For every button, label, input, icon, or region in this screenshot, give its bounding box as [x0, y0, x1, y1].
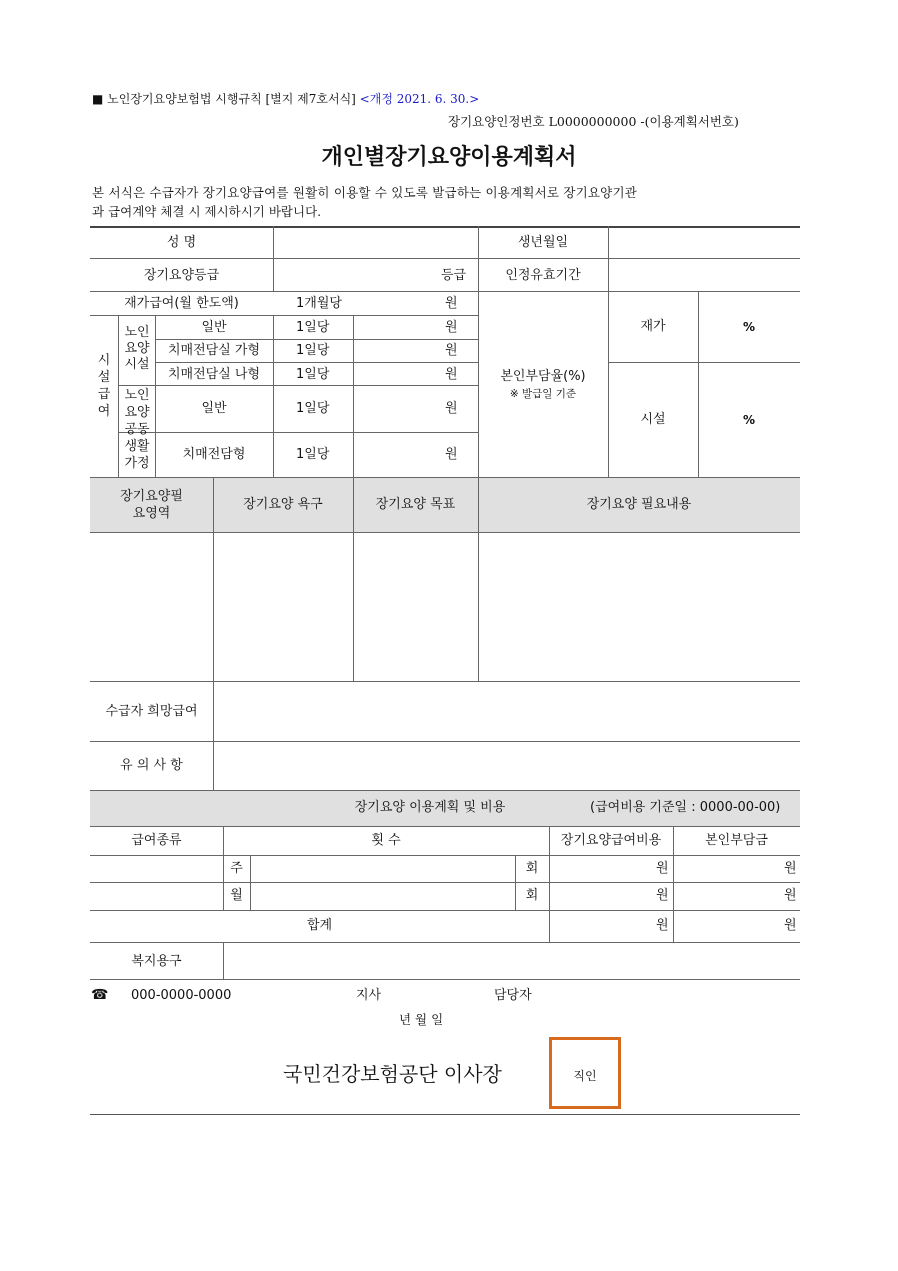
care-area-field[interactable]: [214, 533, 353, 681]
hope-benefit-label: 수급자 희망급여: [105, 704, 198, 719]
week-label: 주: [230, 861, 243, 876]
care-area-label: 장기요양필요영역: [120, 489, 183, 521]
grade-unit: 등급: [441, 268, 467, 283]
won-unit: 원: [445, 401, 458, 416]
won-unit: 원: [445, 343, 458, 358]
birth-label: 생년월일: [517, 235, 569, 250]
grade-field[interactable]: [274, 259, 444, 291]
notes-field[interactable]: [214, 742, 800, 790]
won-unit: 원: [784, 888, 797, 903]
won-unit: 원: [656, 888, 669, 903]
general-label: 일반: [201, 401, 227, 416]
facility-percent: %: [742, 413, 756, 427]
count-label: 횟 수: [371, 833, 401, 848]
official-seal-box: [549, 1037, 621, 1109]
birth-field[interactable]: [609, 227, 800, 258]
phone-icon: ☎: [91, 987, 109, 1003]
per-day-label: 1일당: [296, 320, 330, 335]
issuer-name: 국민건강보험공단 이사장: [283, 1062, 502, 1086]
care-content-field[interactable]: [479, 533, 800, 681]
revision-note: <개정 2021. 6. 30.>: [359, 92, 480, 106]
copay-rate-label: 본인부담율(%): [500, 369, 586, 384]
care-need-label: 장기요양 욕구: [243, 497, 323, 512]
name-label: 성 명: [166, 235, 197, 250]
notes-label: 유 의 사 항: [120, 758, 183, 773]
cert-number: 장기요양인정번호 L0000000000 -(이용계획서번호): [448, 114, 739, 129]
per-month-label: 1개월당: [296, 296, 342, 311]
won-unit: 원: [784, 918, 797, 933]
intro-text-2: 과 급여계약 체결 시 제시하시기 바랍니다.: [92, 204, 322, 219]
care-content-label: 장기요양 필요내용: [586, 497, 692, 512]
valid-period-field[interactable]: [609, 259, 800, 291]
care-goal-label: 장기요양 목표: [375, 497, 456, 512]
per-day-label: 1일당: [296, 343, 330, 358]
welfare-equipment-label: 복지용구: [131, 954, 182, 969]
branch-label: 지사: [356, 988, 382, 1003]
grade-label: 장기요양등급: [143, 268, 220, 283]
copay-amount-label: 본인부담금: [705, 833, 768, 848]
home-label: 재가: [640, 319, 666, 334]
law-reference: ■ 노인장기요양보험법 시행규칙 [별지 제7호서식] <개정 2021. 6. 30.>: [92, 92, 480, 106]
won-unit: 원: [656, 861, 669, 876]
hope-benefit-field[interactable]: [214, 682, 800, 741]
won-unit: 원: [445, 367, 458, 382]
copay-note: ※ 발급일 기준: [509, 388, 577, 400]
general-label: 일반: [201, 320, 227, 335]
per-day-label: 1일당: [296, 367, 330, 382]
dementia-type-label: 치매전담형: [182, 447, 246, 462]
month-label: 월: [230, 888, 243, 903]
dementia-a-label: 치매전담실 가형: [167, 343, 261, 358]
phone-number: 000-0000-0000: [131, 988, 232, 1003]
won-unit: 원: [656, 918, 669, 933]
times-unit: 회: [525, 861, 539, 876]
cost-label: 장기요양급여비용: [560, 833, 662, 848]
issue-date: 년 월 일: [399, 1012, 444, 1027]
group-home-label: 노인요양공동생활가정: [124, 388, 150, 471]
benefit-type-label: 급여종류: [131, 833, 182, 848]
base-date: (급여비용 기준일 : 0000-00-00): [590, 800, 781, 815]
total-label: 합계: [306, 918, 333, 933]
per-day-label: 1일당: [296, 401, 330, 416]
nursing-home-label: 노인요양시설: [124, 325, 150, 372]
dementia-b-label: 치매전담실 나형: [167, 367, 261, 382]
page-title: 개인별장기요양이용계획서: [321, 145, 577, 170]
won-unit: 원: [784, 861, 797, 876]
times-unit: 회: [525, 888, 539, 903]
staff-label: 담당자: [494, 988, 532, 1003]
home-percent: %: [742, 320, 756, 334]
seal-label: 직인: [573, 1069, 597, 1083]
welfare-equipment-field[interactable]: [224, 943, 800, 979]
care-goal-field[interactable]: [354, 533, 478, 681]
facility-benefit-label: 시설급여: [97, 353, 111, 419]
won-unit: 원: [445, 296, 458, 311]
intro-text-1: 본 서식은 수급자가 장기요양급여를 원활히 이용할 수 있도록 발급하는 이용계획서로 장기요양기관: [92, 185, 638, 200]
won-unit: 원: [445, 447, 458, 462]
facility-label: 시설: [640, 412, 666, 427]
home-limit-label: 재가급여(월 한도액): [124, 296, 239, 311]
won-unit: 원: [445, 320, 458, 335]
valid-period-label: 인정유효기간: [505, 268, 581, 283]
per-day-label: 1일당: [296, 447, 330, 462]
name-field[interactable]: [274, 227, 478, 258]
plan-title: 장기요양 이용계획 및 비용: [354, 800, 506, 815]
